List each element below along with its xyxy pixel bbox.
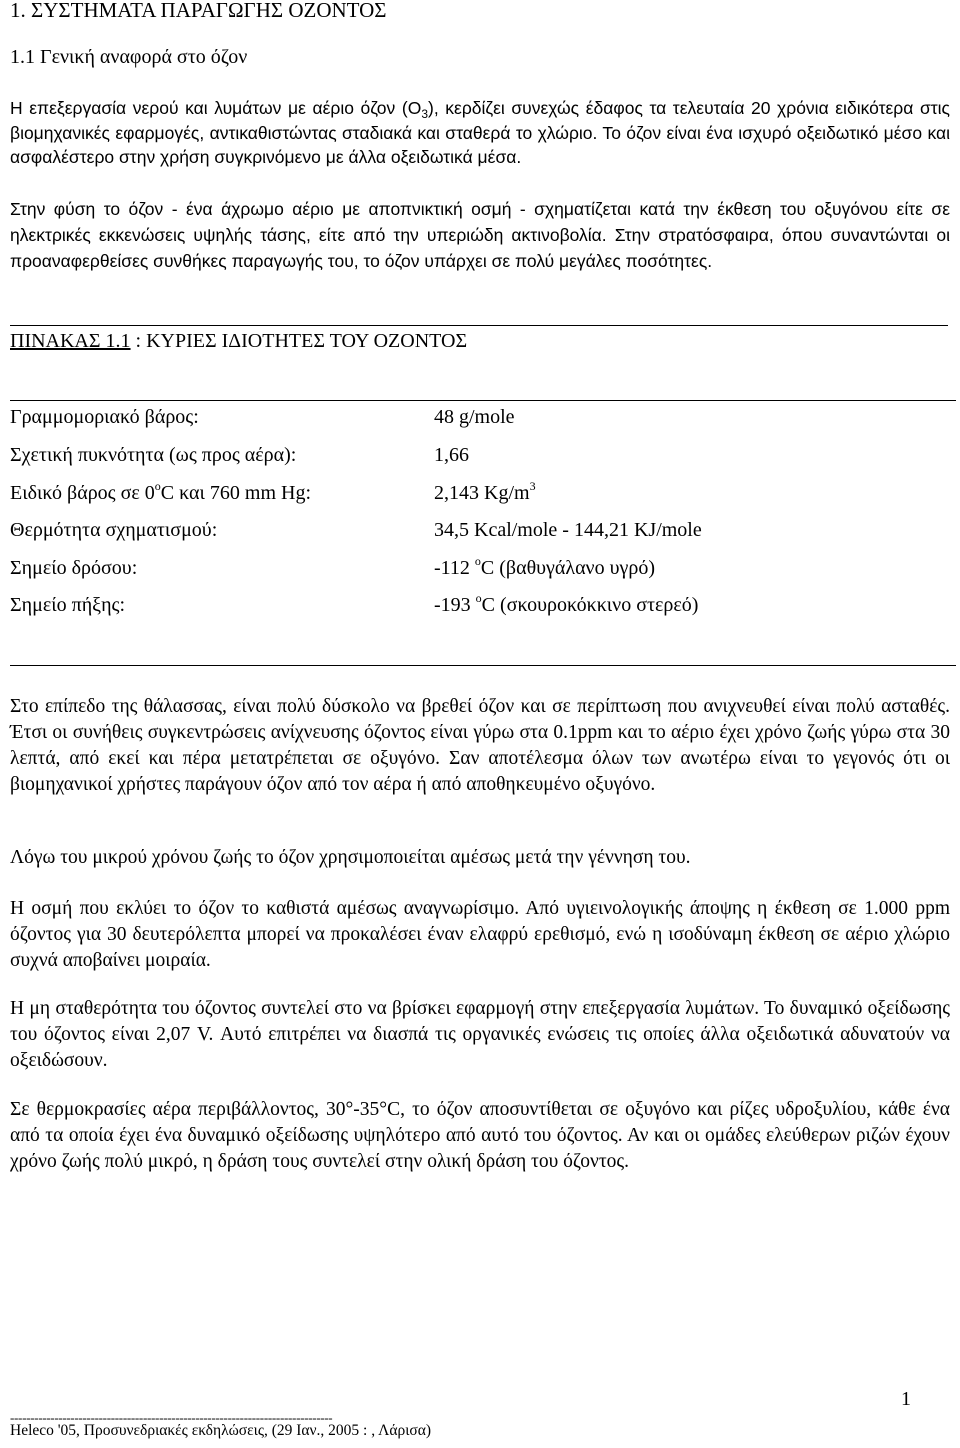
label-text: Ειδικό βάρος σε 0 [10,482,155,504]
paragraph-temperature: Σε θερμοκρασίες αέρα περιβάλλοντος, 30°-35°C, το όζον αποσυντίθεται σε οξυγόνο και ρίζες υδροξυλίου, κάθε ένα από τα οποία έχει ένα δυναμικό οξείδωσης υψηλότερο από αυτό του όζοντος. Αν και οι ομάδες ελεύθερων ριζών έχουν χρόνο ζωής πολύ μικρό, η δράση τους συντελεί στην ολική δράση του όζοντος. [10,1099,950,1172]
paragraph-sea-level: Στο επίπεδο της θάλασσας, είναι πολύ δύσκολο να βρεθεί όζον και σε περίπτωση που ανιχνευθεί είναι πολύ ασταθές. Έτσι οι συνήθεις συγκεντρώσεις ανίχνευσης όζοντος είναι γύρω στα 0.1ppm και το αέριο έχει χρόνο ζωής γύρω στα 30 λεπτά, από εκεί και πέρα μετατρέπεται σε οξυγόνο. Σαν αποτέλεσμα όλων των ανωτέρω είναι το γεγονός ότι οι βιομηχανικοί χρήστες παράγουν όζον από τον αέρα ή από αποθηκευμένο οξυγόνο. [10,696,950,795]
degree-superscript: o [475,591,482,605]
table-bottom-rule [10,665,956,666]
page-number: 1 [901,1388,911,1410]
value-text: -193 [434,594,476,616]
intro-text-start: Η επεξεργασία νερού και λυμάτων με αέριο όζον (O [10,98,422,118]
table-header-rule [10,400,956,401]
property-value: 48 g/mole [434,406,515,428]
paragraph-odor: Η οσμή που εκλύει το όζον το καθιστά αμέσως αναγνωρίσιμο. Από υγιεινολογικής άποψης η έκθεση σε 1.000 ppm όζοντος για 30 δευτερόλεπτα μπορεί να προκαλέσει έναν ελαφρύ ερεθισμό, ενώ η ισοδύναμη έκθεση σε αέριο χλώριο συχνά αποβαίνει μοιραία. [10,898,950,971]
value-text: 2,143 Kg/m [434,482,530,504]
intro-text-rest: ), κερδίζει συνεχώς έδαφος τα τελευταία 20 χρόνια ειδικότερα στις βιομηχανικές εφαρμογές, αντικαθιστώντας σταδιακά και σταθερά το χλώριο. Το όζον είναι ένα ισχυρό οξειδωτικό μέσο και ασφαλέστερο στην χρήση συγκρινόμενο με άλλα οξειδωτικά μέσα. [10,98,950,167]
property-value [434,479,536,505]
property-label: Θερμότητα σχηματισμού: [10,519,218,541]
section-heading: 1. ΣΥΣΤΗΜΑΤΑ ΠΑΡΑΓΩΓΗΣ ΟΖΟΝΤΟΣ [10,0,387,22]
property-label: Σχετική πυκνότητα (ως προς αέρα): [10,444,297,466]
degree-superscript: o [474,554,481,568]
property-value: 34,5 Kcal/mole - 144,21 KJ/mole [434,519,702,541]
table-top-rule [10,325,948,326]
value-text: C (σκουροκόκκινο στερεό) [481,594,699,616]
value-text: C (βαθυγάλανο υγρό) [480,557,655,579]
label-text: C και 760 mm Hg: [160,482,311,504]
table-caption: : ΚΥΡΙΕΣ ΙΔΙΟΤΗΤΕΣ ΤΟΥ ΟΖΟΝΤΟΣ [130,330,468,352]
value-text: -112 [434,557,475,579]
property-value [434,554,655,580]
footer-rule: -------------------------------------------------------------------------------- [10,1410,333,1425]
paragraph-lifetime: Λόγω του μικρού χρόνου ζωής το όζον χρησιμοποιείται αμέσως μετά την γέννηση του. [10,847,691,868]
property-label: Γραμμομοριακό βάρος: [10,406,199,428]
degree-superscript: o [154,479,161,493]
property-label: Σημείο δρόσου: [10,557,138,579]
paragraph-instability: Η μη σταθερότητα του όζοντος συντελεί στο να βρίσκει εφαρμογή στην επεξεργασία λυμάτων. Το δυναμικό οξείδωσης του όζοντος είναι 2,07 V. Αυτό επιτρέπει να διασπά τις οργανικές ενώσεις τις οποίες άλλα οξειδωτικά αδυνατούν να οξειδώσουν. [10,998,950,1071]
footer-text: Heleco '05, Προσυνεδριακές εκδηλώσεις, (29 Ιαν., 2005 : , Λάρισα) [10,1422,432,1439]
table-title [10,330,950,353]
table-number: ΠΙΝΑΚΑΣ 1.1 [10,330,131,352]
intro-paragraph [10,96,950,170]
subsection-heading: 1.1 Γενική αναφορά στο όζον [10,46,248,68]
property-label: Σημείο πήξης: [10,594,126,616]
nature-paragraph: Στην φύση το όζον - ένα άχρωμο αέριο με αποπνικτική οσμή - σχηματίζεται κατά την έκθεση του οξυγόνου είτε σε ηλεκτρικές εκκενώσεις υψηλής τάσης, είτε από την υπεριώδη ακτινοβολία. Στην στρατόσφαιρα, όπου συναντώνται οι προαναφερθείσες συνθήκες παραγωγής του, το όζον υπάρχει σε πολύ μεγάλες ποσότητες. [10,199,950,271]
ozone-subscript: 3 [421,107,428,121]
cube-superscript: 3 [529,479,536,493]
property-label [10,479,311,505]
property-value: 1,66 [434,444,469,466]
property-value [434,591,699,617]
